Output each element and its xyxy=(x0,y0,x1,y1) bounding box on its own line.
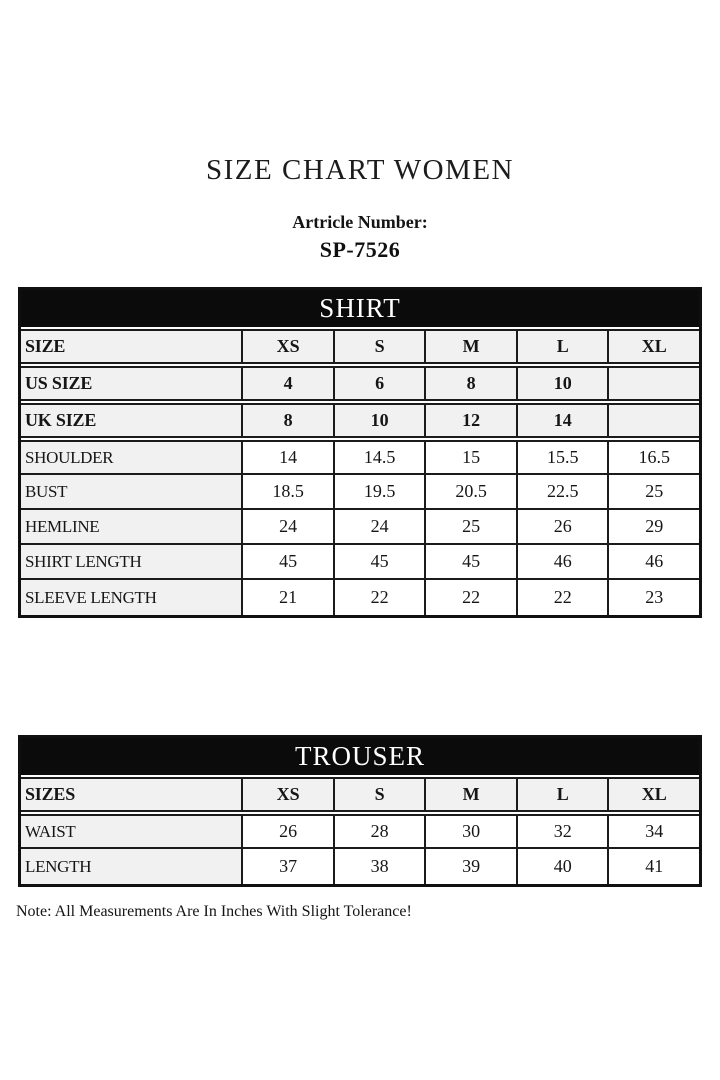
row-label: WAIST xyxy=(21,816,241,847)
shirt-table-title: SHIRT xyxy=(21,290,699,327)
measurement-note: Note: All Measurements Are In Inches With Slight Tolerance! xyxy=(16,903,412,920)
table-row xyxy=(21,777,699,812)
cell-value: 22 xyxy=(516,580,608,615)
row-label: SIZE xyxy=(21,331,241,362)
cell-value: 46 xyxy=(516,545,608,578)
cell-value: 37 xyxy=(241,849,333,884)
cell-value: 8 xyxy=(424,368,516,399)
row-label: HEMLINE xyxy=(21,510,241,543)
cell-value: L xyxy=(516,331,608,362)
cell-value: 6 xyxy=(333,368,425,399)
cell-value: XS xyxy=(241,331,333,362)
cell-value: 34 xyxy=(607,816,699,847)
cell-value: 25 xyxy=(424,510,516,543)
cell-value: 14 xyxy=(241,442,333,473)
cell-value: XS xyxy=(241,779,333,810)
cell-value: 23 xyxy=(607,580,699,615)
cell-value: 45 xyxy=(333,545,425,578)
table-row xyxy=(21,545,699,580)
cell-value: 20.5 xyxy=(424,475,516,508)
cell-value: 22 xyxy=(424,580,516,615)
table-row xyxy=(21,580,699,615)
row-label: SLEEVE LENGTH xyxy=(21,580,241,615)
table-row xyxy=(21,366,699,401)
page-title: SIZE CHART WOMEN xyxy=(206,154,514,186)
cell-value: M xyxy=(424,331,516,362)
shirt-table-body xyxy=(21,329,699,615)
cell-value: 22.5 xyxy=(516,475,608,508)
trouser-table-body xyxy=(21,777,699,884)
row-label: LENGTH xyxy=(21,849,241,884)
article-number-label: Artricle Number: xyxy=(292,212,428,232)
cell-value: 30 xyxy=(424,816,516,847)
table-row xyxy=(21,814,699,849)
cell-value: 45 xyxy=(424,545,516,578)
cell-value: 15.5 xyxy=(516,442,608,473)
row-label: BUST xyxy=(21,475,241,508)
cell-value: 46 xyxy=(607,545,699,578)
table-row xyxy=(21,475,699,510)
cell-value: XL xyxy=(607,779,699,810)
cell-value: 26 xyxy=(516,510,608,543)
row-label: SHOULDER xyxy=(21,442,241,473)
cell-value: 24 xyxy=(241,510,333,543)
cell-value: 22 xyxy=(333,580,425,615)
shirt-size-table xyxy=(18,287,702,618)
row-label: SIZES xyxy=(21,779,241,810)
cell-value: 41 xyxy=(607,849,699,884)
cell-value: 18.5 xyxy=(241,475,333,508)
cell-value: 19.5 xyxy=(333,475,425,508)
cell-value: 16.5 xyxy=(607,442,699,473)
table-row xyxy=(21,510,699,545)
cell-value: L xyxy=(516,779,608,810)
cell-value: 21 xyxy=(241,580,333,615)
article-number-value: SP-7526 xyxy=(319,237,401,262)
cell-value xyxy=(607,405,699,436)
row-label: UK SIZE xyxy=(21,405,241,436)
cell-value xyxy=(607,368,699,399)
cell-value: 32 xyxy=(516,816,608,847)
cell-value: XL xyxy=(607,331,699,362)
cell-value: 28 xyxy=(333,816,425,847)
cell-value: 14.5 xyxy=(333,442,425,473)
cell-value: 4 xyxy=(241,368,333,399)
row-label: SHIRT LENGTH xyxy=(21,545,241,578)
cell-value: 14 xyxy=(516,405,608,436)
cell-value: 15 xyxy=(424,442,516,473)
cell-value: S xyxy=(333,331,425,362)
cell-value: 25 xyxy=(607,475,699,508)
cell-value: 38 xyxy=(333,849,425,884)
table-row xyxy=(21,849,699,884)
cell-value: 29 xyxy=(607,510,699,543)
table-row xyxy=(21,329,699,364)
row-label: US SIZE xyxy=(21,368,241,399)
cell-value: 12 xyxy=(424,405,516,436)
cell-value: 45 xyxy=(241,545,333,578)
trouser-table-title: TROUSER xyxy=(21,738,699,775)
table-row xyxy=(21,440,699,475)
cell-value: 26 xyxy=(241,816,333,847)
cell-value: 40 xyxy=(516,849,608,884)
cell-value: 10 xyxy=(333,405,425,436)
cell-value: 24 xyxy=(333,510,425,543)
cell-value: 39 xyxy=(424,849,516,884)
cell-value: 10 xyxy=(516,368,608,399)
cell-value: M xyxy=(424,779,516,810)
table-row xyxy=(21,403,699,438)
trouser-size-table xyxy=(18,735,702,887)
cell-value: 8 xyxy=(241,405,333,436)
cell-value: S xyxy=(333,779,425,810)
